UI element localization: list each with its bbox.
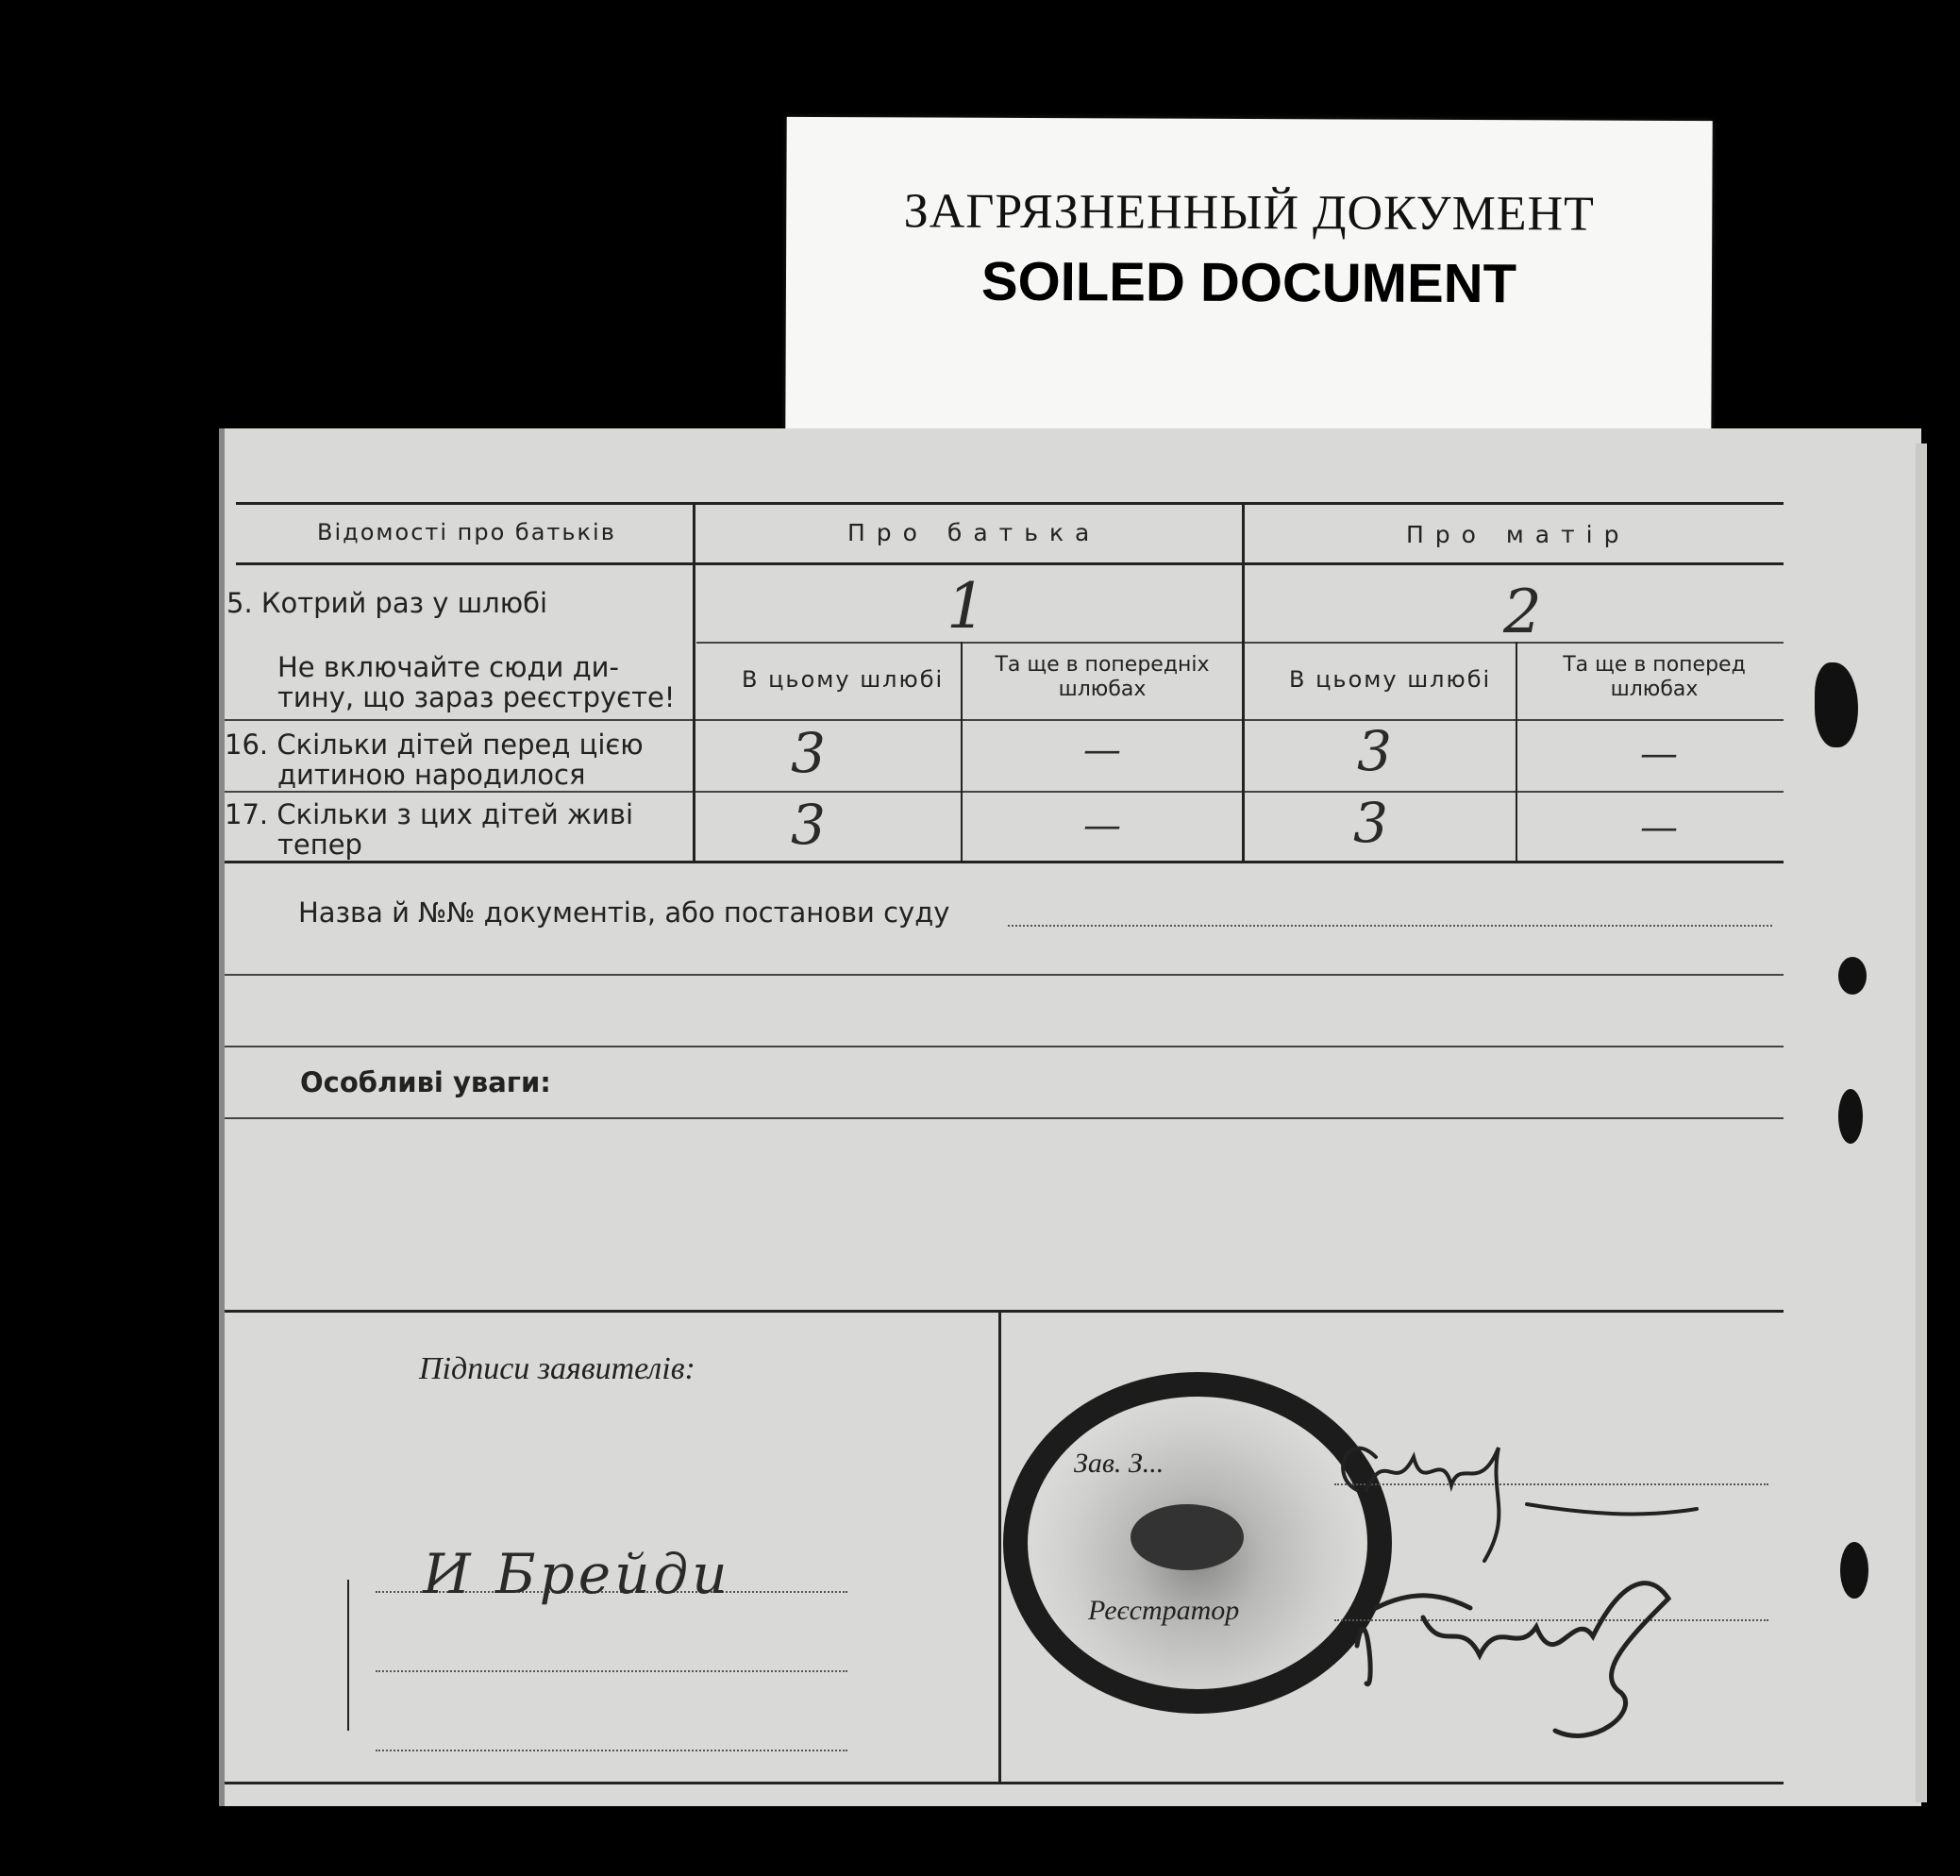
seal-center-ink <box>1131 1504 1244 1570</box>
table-header-bottom-border <box>236 562 1784 565</box>
header-parents-info: Відомості про батьків <box>317 519 616 545</box>
damage-blot <box>1838 957 1867 995</box>
documents-line-2 <box>225 974 1784 976</box>
father-this-marriage-header: В цьому шлюбі <box>742 666 945 693</box>
mother-children-alive-prev: — <box>1640 806 1678 849</box>
damage-blot <box>1838 1089 1863 1144</box>
row17-label-line2: тепер <box>277 829 362 861</box>
row15-label: 5. Котрий раз у шлюбі <box>226 587 548 619</box>
soiled-document-label <box>785 117 1712 442</box>
documents-label: Назва й №№ документів, або постанови суду <box>298 896 950 929</box>
row16-label-line2: дитиною народилося <box>277 759 586 791</box>
signature-section-top-border <box>225 1310 1784 1313</box>
table-top-border <box>236 502 1784 505</box>
label-russian: ЗАГРЯЗНЕННЫЙ ДОКУМЕНТ <box>903 184 1596 242</box>
applicants-bracket <box>347 1580 349 1731</box>
row17-top-border <box>225 791 1784 793</box>
stamp-text-registrar: Реєстратор <box>1088 1595 1240 1626</box>
row16-label-line1: 16. Скільки дітей перед цією <box>225 729 644 761</box>
mother-children-alive-this: 3 <box>1353 791 1388 855</box>
special-notes-label: Особливі уваги: <box>300 1066 551 1098</box>
paper-right-edge <box>1916 444 1927 1802</box>
header-mother: Про матір <box>1406 521 1631 548</box>
documents-line-3 <box>225 1046 1784 1047</box>
mother-prev-marriages-header: Та ще в поперед шлюбах <box>1563 653 1746 701</box>
mother-children-born-prev: — <box>1640 732 1678 776</box>
mother-marriage-number: 2 <box>1503 578 1542 647</box>
signature-section-bottom-border <box>225 1782 1784 1784</box>
table-bottom-border <box>225 861 1784 863</box>
special-notes-line <box>225 1117 1784 1119</box>
damage-blot <box>1840 1542 1868 1599</box>
applicants-signatures-label: Підписи заявителів: <box>419 1351 695 1386</box>
father-marriage-number: 1 <box>946 570 986 643</box>
applicant-signature-line-2 <box>376 1670 847 1672</box>
registration-form-page <box>219 428 1921 1806</box>
col-divider-1 <box>693 502 695 861</box>
father-children-alive-this: 3 <box>791 793 826 857</box>
col-divider-3 <box>1242 502 1245 861</box>
father-prev-marriages-header: Та ще в попередніх шлюбах <box>995 653 1210 701</box>
label-english: SOILED DOCUMENT <box>980 250 1517 315</box>
applicant-signature: И Брейди <box>423 1542 731 1606</box>
damage-blot <box>1815 662 1858 747</box>
signature-section-divider <box>998 1310 1001 1782</box>
exclude-note-line2: тину, що зараз реєструєте! <box>277 681 676 713</box>
officials-handwritten-signatures <box>1310 1391 1782 1768</box>
mother-children-born-this: 3 <box>1357 719 1392 783</box>
father-children-born-this: 3 <box>791 721 826 785</box>
table-subheader-top-border <box>696 642 1784 644</box>
row17-label-line1: 17. Скільки з цих дітей живі <box>225 798 634 830</box>
applicant-signature-line-3 <box>376 1750 847 1751</box>
father-children-alive-prev: — <box>1083 804 1121 847</box>
header-father: Про батька <box>847 519 1101 546</box>
exclude-note-line1: Не включайте сюди ди- <box>277 651 619 683</box>
col-divider-2 <box>961 642 963 861</box>
row16-top-border <box>225 719 1784 721</box>
stamp-text-head: Зав. З... <box>1074 1448 1164 1479</box>
father-children-born-prev: — <box>1083 729 1121 772</box>
col-divider-4 <box>1516 642 1517 861</box>
documents-dotted-line <box>1008 925 1772 927</box>
mother-this-marriage-header: В цьому шлюбі <box>1289 666 1492 693</box>
